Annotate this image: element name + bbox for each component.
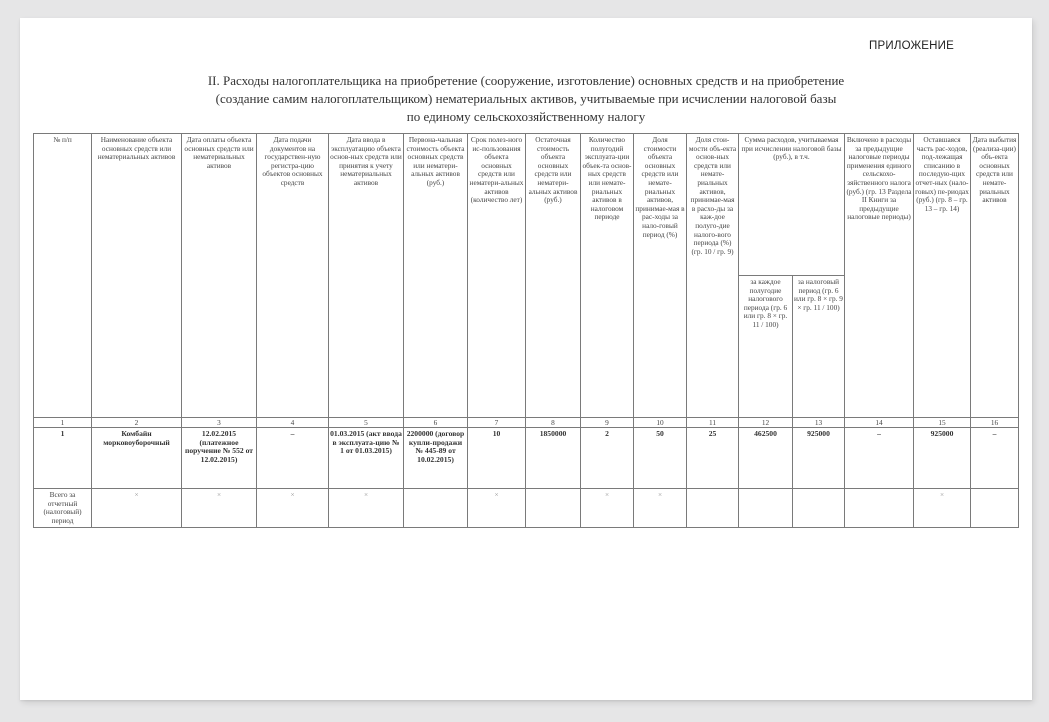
header-cell-15: Оставшаяся часть рас-ходов, под-лежащая списанию в последую-щих отчет-ных (нало-говых) пе-риодах (руб.) (гр. 8 – гр. 13 – гр. 14) (914, 134, 971, 418)
expenses-table (33, 133, 1019, 528)
header-cell-1: № п/п (34, 134, 92, 418)
cell-payment-date: 12.02.2015 (платежное поручение № 552 от 12.02.2015) (182, 428, 257, 489)
cell-remaining-expenses: 925000 (914, 428, 971, 489)
document-page (20, 18, 1032, 700)
cell-asset-name: Комбайн морковоуборочный (92, 428, 182, 489)
cell-commissioning-date: 01.03.2015 (акт ввода в эксплуата-цию № 1 от 01.03.2015) (329, 428, 404, 489)
column-number: 15 (914, 418, 971, 428)
cell-row-number: 1 (34, 428, 92, 489)
cell-expense-half-year: 462500 (739, 428, 793, 489)
total-cell-2: × (92, 489, 182, 528)
total-cell-12 (739, 489, 793, 528)
header-cell-3: Дата оплаты объекта основных средств или нематериальных активов (182, 134, 257, 418)
column-number: 16 (971, 418, 1019, 428)
total-cell-8 (526, 489, 581, 528)
header-cell-9: Количество полугодий эксплуата-ции объек-та основ-ных средств или немате-риальных активов в налоговом периоде (581, 134, 634, 418)
header-cell-12-13-group: Сумма расходов, учитываемая при исчислении налоговой базы (руб.), в т.ч. (739, 134, 845, 276)
column-number: 11 (687, 418, 739, 428)
header-cell-2: Наименование объекта основных средств или нематериальных активов (92, 134, 182, 418)
cell-share-period: 50 (634, 428, 687, 489)
table-row (34, 428, 1019, 489)
column-number: 6 (404, 418, 468, 428)
total-row (34, 489, 1019, 528)
cell-registration-date: – (257, 428, 329, 489)
cell-expense-period: 925000 (793, 428, 845, 489)
cell-useful-life: 10 (468, 428, 526, 489)
cell-initial-cost: 2200000 (договор купли-продажи № 445-89 от 10.02.2015) (404, 428, 468, 489)
title-line-1: II. Расходы налогоплательщика на приобретение (сооружение, изготовление) основных средств и на приобретение (207, 73, 845, 88)
column-number: 4 (257, 418, 329, 428)
total-cell-14 (845, 489, 914, 528)
cell-half-years: 2 (581, 428, 634, 489)
column-number: 10 (634, 418, 687, 428)
header-cell-13: за налоговый период (гр. 6 или гр. 8 × гр. 9 × гр. 11 / 100) (793, 276, 845, 418)
column-number: 9 (581, 418, 634, 428)
total-cell-4: × (257, 489, 329, 528)
title-line-3: по единому сельскохозяйственному налогу (406, 109, 646, 124)
total-cell-3: × (182, 489, 257, 528)
header-cell-11: Доля стои-мости объ-екта основ-ных средств или немате-риальных активов, принимае-мая в расхо-ды за каж-дое полуго-дие налого-вого периода (%) (гр. 10 / гр. 9) (687, 134, 739, 418)
column-number-row (34, 418, 1019, 428)
column-number: 5 (329, 418, 404, 428)
column-number: 8 (526, 418, 581, 428)
column-number: 2 (92, 418, 182, 428)
appendix-label: ПРИЛОЖЕНИЕ (869, 40, 954, 52)
total-cell-16 (971, 489, 1019, 528)
header-cell-16: Дата выбытия (реализа-ции) объ-екта основных средств или немате-риальных активов (971, 134, 1019, 418)
header-cell-14: Включено в расходы за предыдущие налоговые периоды применения единого сельскохо-зяйственного налога (руб.) (гр. 13 Раздела II Книги за предыдущие налоговые периоды) (845, 134, 914, 418)
column-number: 1 (34, 418, 92, 428)
header-row (34, 134, 1019, 276)
section-title (20, 72, 1032, 126)
column-number: 12 (739, 418, 793, 428)
cell-share-half-year: 25 (687, 428, 739, 489)
total-cell-11 (687, 489, 739, 528)
header-cell-7: Срок полез-ного ис-пользования объекта основных средств или нематери-альных активов (количество лет) (468, 134, 526, 418)
total-cell-7: × (468, 489, 526, 528)
header-cell-6: Первона-чальная стоимость объекта основных средств или нематери-альных активов (руб.) (404, 134, 468, 418)
total-cell-9: × (581, 489, 634, 528)
column-number: 3 (182, 418, 257, 428)
column-number: 7 (468, 418, 526, 428)
header-cell-8: Остаточная стоимость объекта основных средств или нематери-альных активов (руб.) (526, 134, 581, 418)
header-cell-5: Дата ввода в эксплуатацию объекта основ-ных средств или принятия к учету нематериальных активов (329, 134, 404, 418)
column-number: 14 (845, 418, 914, 428)
total-cell-10: × (634, 489, 687, 528)
cell-previous-expenses: – (845, 428, 914, 489)
total-label: Всего за отчетный (налоговый) период (34, 489, 92, 528)
cell-residual-value: 1850000 (526, 428, 581, 489)
total-cell-13 (793, 489, 845, 528)
header-cell-10: Доля стоимости объекта основных средств или немате-риальных активов, принимае-мая в рас-ходы за нало-говый период (%) (634, 134, 687, 418)
header-cell-12: за каждое полугодие налогового периода (гр. 6 или гр. 8 × гр. 11 / 100) (739, 276, 793, 418)
title-line-2: (создание самим налогоплательщиком) нематериальных активов, учитываемые при исчислении налоговой базы (215, 91, 837, 106)
header-cell-4: Дата подачи документов на государствен-ную регистра-цию объектов основных средств (257, 134, 329, 418)
column-number: 13 (793, 418, 845, 428)
total-cell-5: × (329, 489, 404, 528)
total-cell-15: × (914, 489, 971, 528)
total-cell-6 (404, 489, 468, 528)
cell-disposal-date: – (971, 428, 1019, 489)
